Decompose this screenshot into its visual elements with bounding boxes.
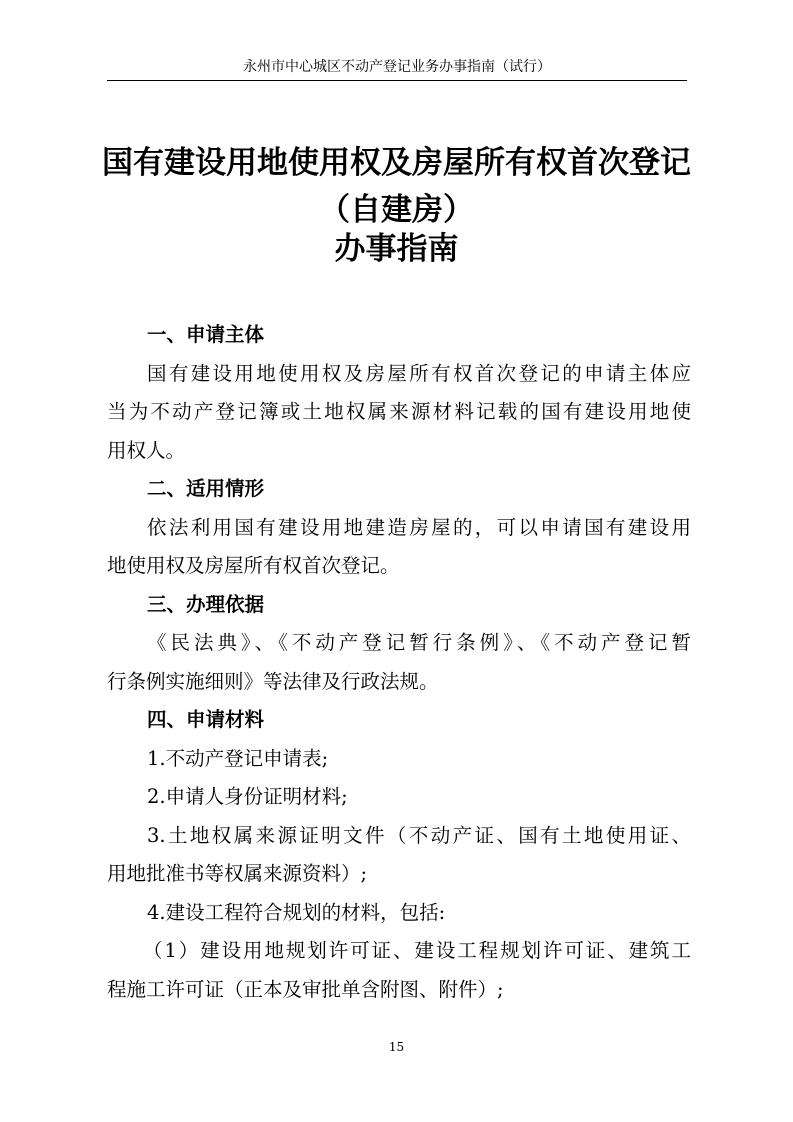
list-item: 2.申请人身份证明材料; — [147, 785, 348, 808]
paragraph-line: 当为不动产登记簿或土地权属来源材料记载的国有建设用地使 — [107, 400, 691, 423]
list-item: 4.建设工程符合规划的材料，包括: — [147, 900, 446, 924]
document-title-line-2: （自建房） — [319, 192, 474, 228]
page-number: 15 — [388, 1040, 405, 1054]
section-heading-applicant: 一、申请主体 — [147, 323, 265, 346]
list-item: 3.土地权属来源证明文件（不动产证、国有土地使用证、 — [147, 823, 691, 847]
paragraph-line: 国有建设用地使用权及房屋所有权首次登记的申请主体应 — [147, 361, 691, 385]
paragraph-line: 依法利用国有建设用地建造房屋的，可以申请国有建设用 — [147, 515, 691, 539]
page-header: 永州市中心城区不动产登记业务办事指南（试行） — [243, 59, 551, 75]
section-heading-materials: 四、申请材料 — [147, 708, 265, 731]
list-item-continuation: 程施工许可证（正本及审批单含附图、附件）; — [107, 977, 504, 1001]
document-title-line-1: 国有建设用地使用权及房屋所有权首次登记 — [102, 145, 691, 181]
list-item: 1.不动产登记申请表; — [147, 746, 329, 770]
paragraph-line: 行条例实施细则》等法律及行政法规。 — [107, 669, 439, 693]
header-rule — [107, 80, 687, 81]
document-body — [107, 316, 691, 1009]
paragraph-line: 地使用权及房屋所有权首次登记。 — [107, 554, 400, 577]
paragraph-line: 用权人。 — [107, 438, 186, 462]
paragraph-line: 《民法典》、《不动产登记暂行条例》、《不动产登记暂 — [147, 631, 691, 654]
list-item: （1）建设用地规划许可证、建设工程规划许可证、建筑工 — [143, 939, 691, 962]
list-item-continuation: 用地批准书等权属来源资料）; — [107, 862, 368, 885]
section-heading-applicable-cases: 二、适用情形 — [147, 477, 265, 500]
document-title-line-3: 办事指南 — [334, 231, 459, 267]
section-heading-legal-basis: 三、办理依据 — [147, 592, 265, 616]
